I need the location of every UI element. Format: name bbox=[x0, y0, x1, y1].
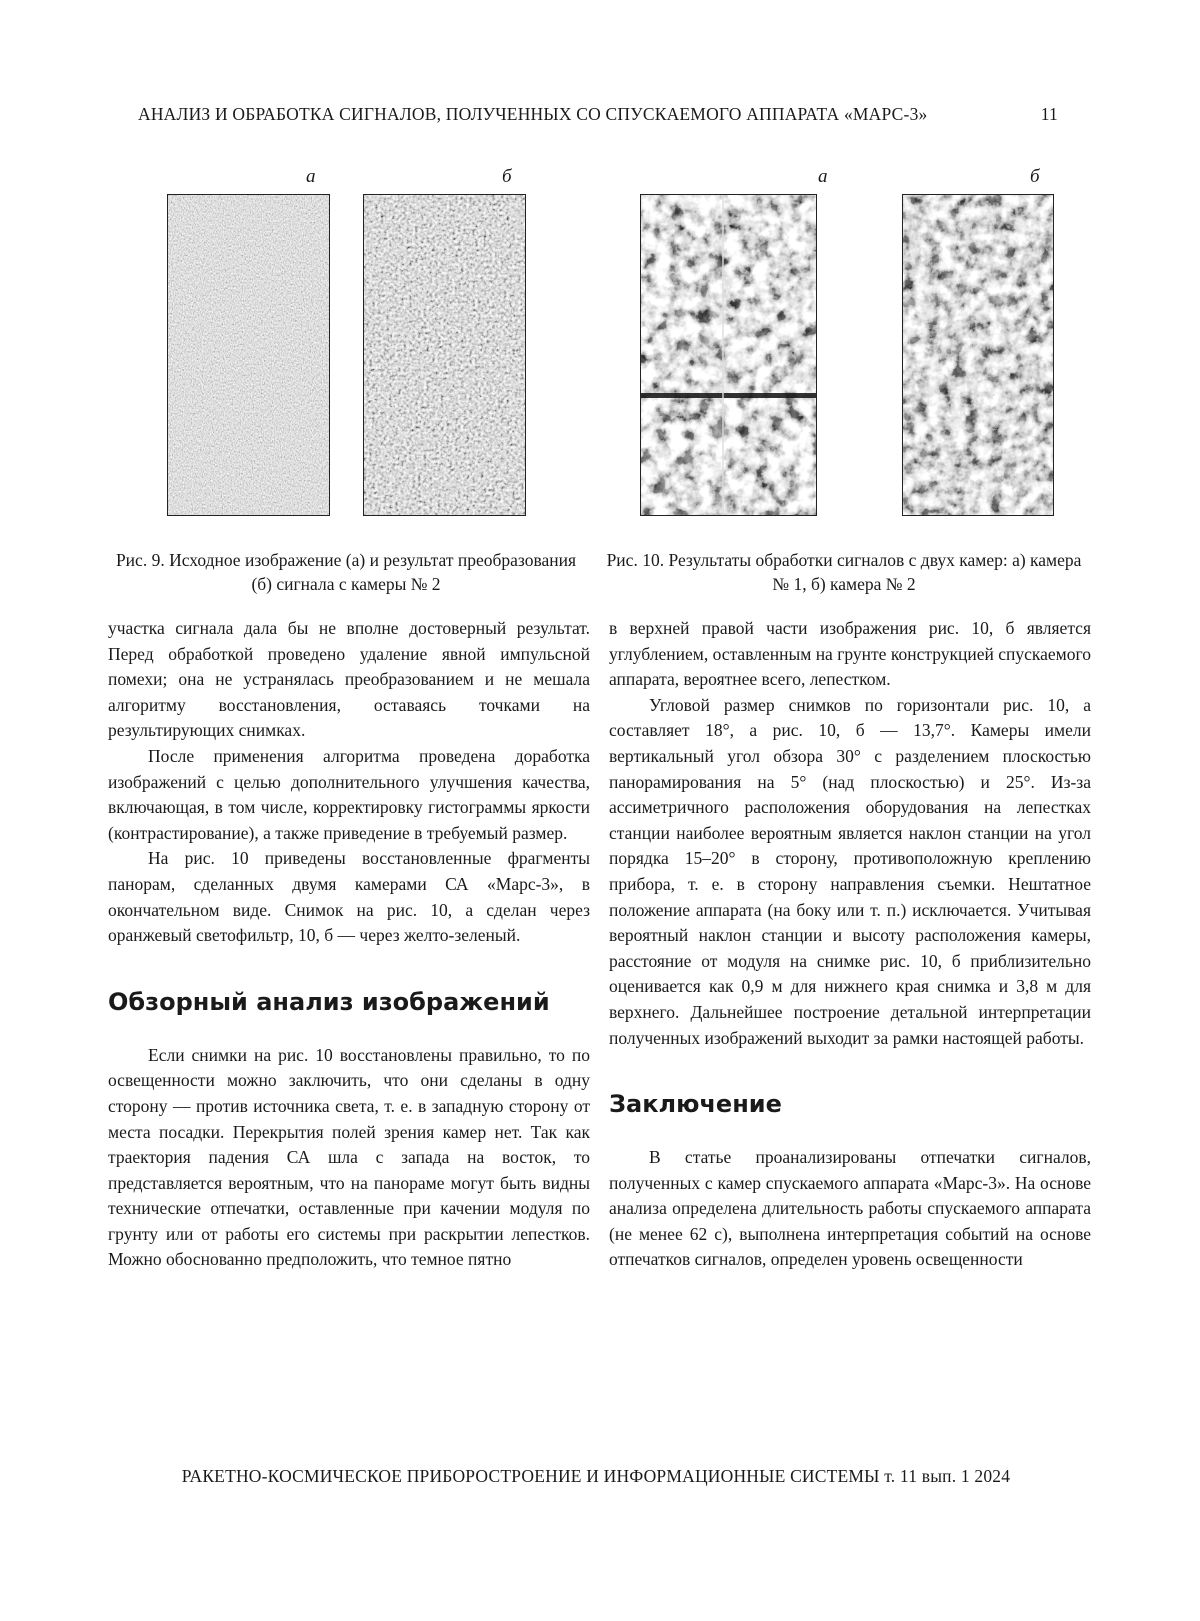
fig9-image-a bbox=[167, 194, 330, 516]
fig9-caption: Рис. 9. Исходное изображение (а) и результат преобразования (б) сигнала с камеры № 2 bbox=[115, 550, 577, 594]
fig10-image-b bbox=[902, 194, 1054, 516]
fig10-caption: Рис. 10. Результаты обработки сигналов с двух камер: а) камера № 1, б) камера № 2 bbox=[606, 550, 1082, 594]
right-column bbox=[609, 616, 1091, 1273]
right-paragraph-1: в верхней правой части изображения рис. 10, б является углублением, оставленным на грунте конструкцией спускаемого аппарата, вероятнее всего, лепестком. bbox=[609, 618, 1091, 690]
running-head-title: АНАЛИЗ И ОБРАБОТКА СИГНАЛОВ, ПОЛУЧЕННЫХ СО СПУСКАЕМОГО АППАРАТА «МАРС-3» bbox=[138, 104, 928, 124]
page-number: 11 bbox=[1040, 104, 1058, 124]
journal-footer: РАКЕТНО-КОСМИЧЕСКОЕ ПРИБОРОСТРОЕНИЕ И ИНФОРМАЦИОННЫЕ СИСТЕМЫ т. 11 вып. 1 2024 bbox=[181, 1466, 1011, 1486]
right-paragraph-3: В статье проанализированы отпечатки сигналов, полученных с камер спускаемого аппарата «Марс-3». На основе анализа определена длительность работы спускаемого аппарата (не менее 62 с), выполнена интерпретация событий на основе отпечатков сигналов, определен уровень освещенности bbox=[609, 1147, 1091, 1270]
right-paragraph-2: Угловой размер снимков по горизонтали рис. 10, а составляет 18°, а рис. 10, б — 13,7°. Камеры имели вертикальный угол обзора 30° с разделением плоскостью панорамирования на 5° (над плоскостью) и 25°. Из-за ассиметричного расположения оборудования на лепестках станции наиболее вероятным является наклон станции на угол порядка 15–20° в сторону, противоположную креплению прибора, т. е. в сторону направления съемки. Нештатное положение аппарата (на боку или т. п.) исключается. Учитывая вероятный наклон станции и высоту расположения камеры, расстояние от модуля на снимке рис. 10, б приблизительно оценивается как 0,9 м для нижнего края снимка и 3,8 м для верхнего. Дальнейшее построение детальной интерпретации полученных изображений выходит за рамки настоящей работы. bbox=[609, 694, 1091, 1048]
left-paragraph-1: участка сигнала дала бы не вполне достоверный результат. Перед обработкой проведено удаление явной импульсной помехи; она не устранялась преобразованием и не мешала алгоритму восстановления, оставаясь точками на результирующих снимках. bbox=[108, 618, 590, 741]
section-heading-conclusion: Заключение bbox=[609, 1090, 782, 1119]
fig10-label-a: а bbox=[818, 166, 828, 187]
fig9-image-b bbox=[363, 194, 526, 516]
left-paragraph-3: На рис. 10 приведены восстановленные фрагменты панорам, сделанных двумя камерами СА «Марс-3», в окончательном виде. Снимок на рис. 10, а сделан через оранжевый светофильтр, 10, б — через желто-зеленый. bbox=[108, 848, 590, 946]
fig9-label-b: б bbox=[502, 166, 512, 187]
fig10-image-a bbox=[640, 194, 817, 516]
section-heading-overview: Обзорный анализ изображений bbox=[108, 987, 550, 1016]
fig10-label-b: б bbox=[1030, 166, 1040, 187]
left-paragraph-4: Если снимки на рис. 10 восстановлены правильно, то по освещенности можно заключить, что они сделаны в одну сторону — против источника света, т. е. в западную сторону от места посадки. Перекрытия полей зрения камер нет. Так как траектория падения СА шла с запада на восток, то представляется вероятным, что на панораме могут быть видны технические отпечатки, оставленные при качении модуля по грунту или от работы его системы при раскрытии лепестков. Можно обоснованно предположить, что темное пятно bbox=[108, 1044, 590, 1270]
left-column bbox=[108, 616, 590, 1273]
fig9-label-a: а bbox=[306, 166, 316, 187]
running-head bbox=[138, 104, 1058, 125]
left-paragraph-2: После применения алгоритма проведена доработка изображений с целью дополнительного улучшения качества, включающая, в том числе, корректировку гистограммы яркости (контрастирование), а также приведение в требуемый размер. bbox=[108, 745, 590, 843]
